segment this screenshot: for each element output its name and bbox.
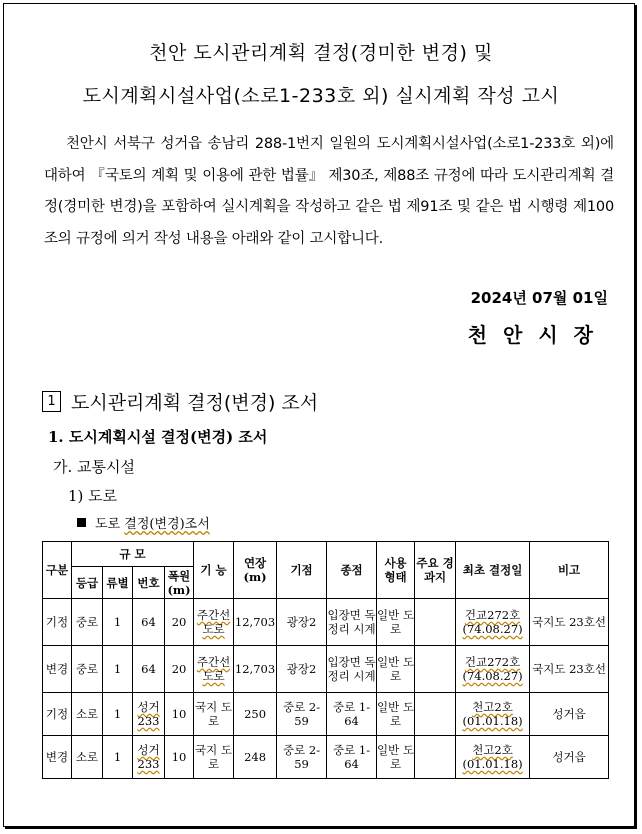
cell-width: 10 [165, 736, 194, 779]
cell-grade: 소로 [72, 736, 103, 779]
notice-paragraph: 천안시 서북구 성거읍 송남리 288-1번지 일원의 도시계획시설사업(소로1-233호 외)에 대하여 『국토의 계획 및 이용에 관한 법률』 제30조, 제88조 규정에 따라 도시관리계획 결정(경미한 변경)을 포함하여 실시계획을 작성하고 같은 법 제91조 및 같은 법 시행령 제100조의 규정에 의거 작성 내용을 아래와 같이 고시합니다. [44, 136, 614, 247]
cell-function: 국지 도로 [194, 736, 234, 779]
section-5-heading [77, 513, 210, 532]
section-5-prefix: 도로 [95, 517, 121, 532]
cell-start: 광장2 [277, 646, 327, 693]
cell-number: 성거 233 [133, 693, 165, 736]
header-scale: 규 모 [72, 542, 194, 567]
cell-usage: 일반 도로 [377, 693, 415, 736]
cell-start: 광장2 [277, 599, 327, 646]
header-function: 기 능 [194, 542, 234, 599]
cell-function: 주간선 도로 [194, 599, 234, 646]
cell-usage: 일반 도로 [377, 646, 415, 693]
cell-first-decision: 천고2호 (01.01.18) [456, 693, 530, 736]
section-1-heading [42, 388, 318, 415]
section-number-box: 1 [42, 391, 61, 412]
cell-length: 250 [234, 693, 277, 736]
cell-width: 20 [165, 646, 194, 693]
cell-start: 중로 2-59 [277, 736, 327, 779]
title-line-2: 도시계획시설사업(소로1-233호 외) 실시계획 작성 고시 [82, 85, 560, 107]
cell-via [415, 599, 456, 646]
cell-type: 1 [103, 736, 133, 779]
cell-start: 중로 2-59 [277, 693, 327, 736]
cell-via [415, 693, 456, 736]
cell-remarks: 국지도 23호선 [530, 646, 609, 693]
issuer: 천안시장 [467, 323, 609, 347]
title-line-1: 천안 도시관리계획 결정(경미한 변경) 및 [149, 42, 493, 64]
cell-number: 64 [133, 646, 165, 693]
cell-length: 248 [234, 736, 277, 779]
header-start: 기점 [277, 542, 327, 599]
cell-length: 12,703 [234, 599, 277, 646]
table-row [43, 599, 609, 646]
cell-type: 1 [103, 693, 133, 736]
cell-gubun: 변경 [43, 646, 72, 693]
table-row [43, 693, 609, 736]
road-decision-table [42, 541, 609, 779]
square-bullet-icon [77, 518, 86, 527]
cell-usage: 일반 도로 [377, 599, 415, 646]
cell-gubun: 기정 [43, 693, 72, 736]
header-first-decision: 최초 결정일 [456, 542, 530, 599]
cell-first-decision: 건교272호 (74.08.27) [456, 646, 530, 693]
cell-width: 20 [165, 599, 194, 646]
table-row [43, 646, 609, 693]
cell-end: 중로 1-64 [327, 736, 377, 779]
cell-via [415, 736, 456, 779]
cell-number: 64 [133, 599, 165, 646]
cell-grade: 중로 [72, 599, 103, 646]
cell-function: 국지 도로 [194, 693, 234, 736]
section-4-heading: 1) 도로 [68, 487, 118, 505]
header-via: 주요 경과지 [415, 542, 456, 599]
section-1-title: 도시관리계획 결정(변경) 조서 [71, 392, 319, 414]
section-3-heading: 가. 교통시설 [53, 458, 135, 476]
cell-number: 성거 233 [133, 736, 165, 779]
header-length: 연장 (m) [234, 542, 277, 599]
cell-gubun: 기정 [43, 599, 72, 646]
header-grade: 등급 [72, 567, 103, 599]
section-5-title: 결정(변경)조서 [124, 517, 210, 532]
header-usage: 사용 형태 [377, 542, 415, 599]
notice-date: 2024년 07월 01일 [470, 289, 608, 307]
cell-remarks: 성거읍 [530, 693, 609, 736]
cell-type: 1 [103, 599, 133, 646]
header-remarks: 비고 [530, 542, 609, 599]
cell-remarks: 성거읍 [530, 736, 609, 779]
cell-gubun: 변경 [43, 736, 72, 779]
cell-first-decision: 천고2호 (01.01.18) [456, 736, 530, 779]
notice-body [44, 129, 614, 255]
cell-grade: 중로 [72, 646, 103, 693]
cell-type: 1 [103, 646, 133, 693]
cell-end: 중로 1-64 [327, 693, 377, 736]
cell-grade: 소로 [72, 693, 103, 736]
header-number: 번호 [133, 567, 165, 599]
cell-end: 입장면 독정리 시계 [327, 646, 377, 693]
cell-end: 입장면 독정리 시계 [327, 599, 377, 646]
table-row [43, 736, 609, 779]
cell-width: 10 [165, 693, 194, 736]
cell-remarks: 국지도 23호선 [530, 599, 609, 646]
header-width: 폭원 (m) [165, 567, 194, 599]
cell-usage: 일반 도로 [377, 736, 415, 779]
header-end: 종점 [327, 542, 377, 599]
cell-length: 12,703 [234, 646, 277, 693]
cell-via [415, 646, 456, 693]
cell-first-decision: 건교272호 (74.08.27) [456, 599, 530, 646]
section-2-heading: 1. 도시계획시설 결정(변경) 조서 [48, 428, 268, 446]
header-type: 류별 [103, 567, 133, 599]
header-gubun: 구분 [43, 542, 72, 599]
cell-function: 주간선 도로 [194, 646, 234, 693]
